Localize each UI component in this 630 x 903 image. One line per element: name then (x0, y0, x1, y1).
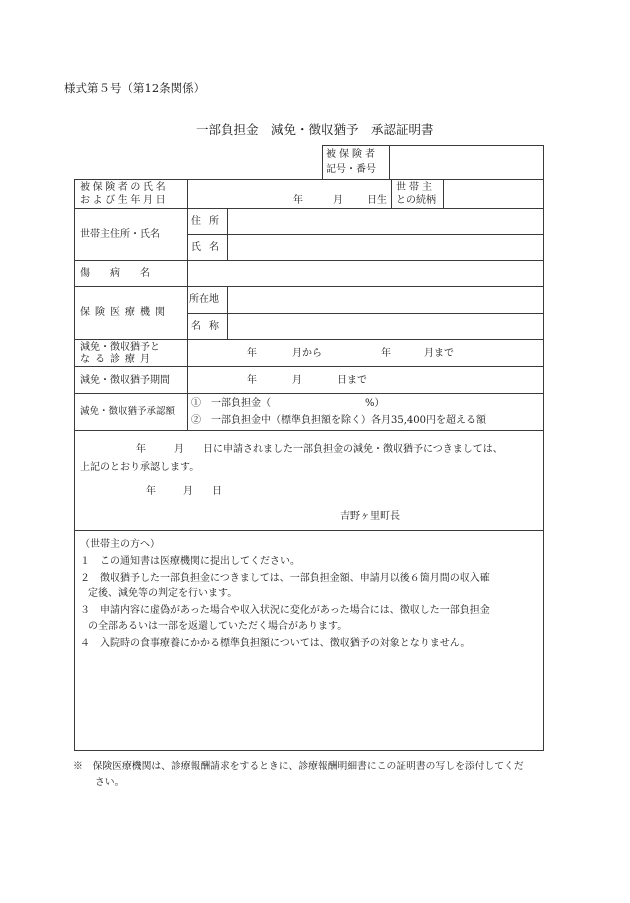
approved-amount-label: 減免・徴収猶予承認額 (80, 406, 176, 417)
birth-day-unit: 日生 (367, 195, 387, 206)
treatment-from-month: 月から (292, 348, 322, 359)
location-label: 所在地 (189, 294, 219, 305)
approval-statement: 上記のとおり承認します。 (80, 462, 200, 473)
note-item: ２ 徴収猶予した一部負担金につきましては、一部負担金額、申請月以後６箇月間の収入確 (80, 573, 490, 584)
page-title: 一部負担金 減免・徴収猶予 承認証明書 (196, 122, 434, 137)
birth-year-unit: 年 (293, 195, 303, 206)
address-label: 住所 (191, 216, 227, 227)
note-item: ４ 入院時の食事療養にかかる標準負担額については、徴収猶予の対象となりません。 (80, 638, 471, 649)
issuer-name: 吉野ヶ里町長 (340, 511, 400, 522)
approval-date-day: 日 (212, 486, 222, 497)
institution-label: 保険医療機関 (80, 307, 170, 318)
insured-name-label: 被保険者の氏名 (80, 182, 169, 193)
householder-label: 世帯主住所・氏名 (80, 229, 160, 240)
insured-number-sublabel: 記号・番号 (326, 164, 376, 175)
note-item: ３ 申請内容に虚偽があった場合や収入状況に変化があった場合には、徴収した一部負担金 (80, 605, 490, 616)
birthdate-label: および生年月日 (80, 195, 169, 206)
note-item-continued: 定後、減免等の判定を行います。 (88, 588, 238, 599)
relationship-sublabel: との続柄 (396, 195, 436, 206)
footer-note-continued: さい。 (95, 777, 125, 788)
deferral-month: 月 (292, 375, 302, 386)
footer-note: ※ 保険医療機関は、診療報酬請求をするときに、診療報酬明細書にこの証明書の写しを添付してくだ (73, 761, 524, 772)
treatment-to-year: 年 (381, 348, 391, 359)
option-1-percent: %） (365, 398, 385, 409)
treatment-month-label: 減免・徴収猶予と (80, 342, 160, 353)
deferral-day: 日まで (337, 375, 367, 386)
application-year: 年 (136, 444, 146, 455)
approval-date-month: 月 (183, 486, 193, 497)
note-item: １ この通知書は医療機関に提出してください。 (80, 556, 300, 567)
treatment-from-year: 年 (247, 348, 257, 359)
birth-month-unit: 月 (333, 195, 343, 206)
treatment-to-month: 月まで (424, 348, 454, 359)
disease-label: 傷 病 名 (80, 268, 150, 279)
application-month: 月 (174, 444, 184, 455)
option-2: ② 一部負担金中（標準負担額を除く）各月35,400円を超える額 (191, 415, 486, 426)
form-number: 様式第５号（第12条関係） (64, 81, 206, 95)
application-text: 日に申請されました一部負担金の減免・徴収猶予につきましては、 (203, 444, 503, 455)
treatment-month-sublabel: なる診療月 (80, 354, 155, 365)
note-item-continued: の全部あるいは一部を返還していただく場合があります。 (88, 621, 348, 632)
notes-heading: （世帯主の方へ） (80, 539, 160, 550)
option-1: ① 一部負担金（ (191, 398, 271, 409)
deferral-period-label: 減免・徴収猶予期間 (80, 375, 170, 386)
approval-date-year: 年 (146, 486, 156, 497)
relationship-label: 世帯主 (396, 182, 435, 193)
name-label: 氏名 (191, 242, 227, 253)
insured-number-label: 被保険者 (326, 149, 378, 160)
institution-name-label: 名称 (191, 321, 227, 332)
deferral-year: 年 (247, 375, 257, 386)
